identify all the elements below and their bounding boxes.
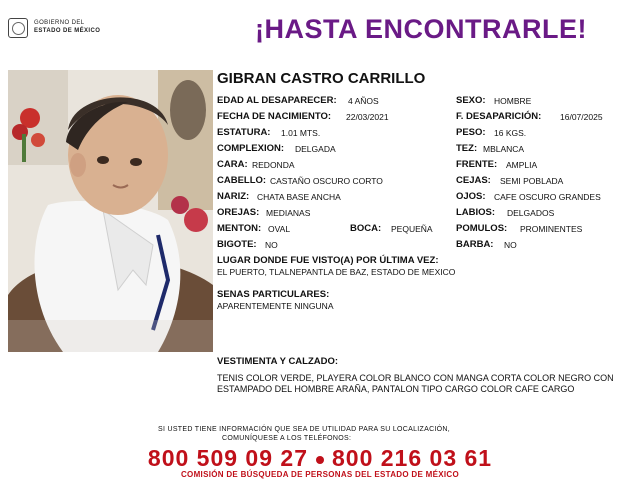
headline: ¡HASTA ENCONTRARLE! xyxy=(255,14,587,44)
distinguishing-marks-value: APARENTEMENTE NINGUNA xyxy=(217,301,334,311)
label-nariz: NARIZ: xyxy=(217,191,250,202)
label-fecha-desaparicion: F. DESAPARICIÓN: xyxy=(456,111,542,122)
value-orejas: MEDIANAS xyxy=(266,208,311,218)
missing-person-photo xyxy=(8,70,213,352)
coat-of-arms-icon xyxy=(8,18,28,38)
label-labios: LABIOS: xyxy=(456,207,496,218)
last-seen-value: EL PUERTO, TLALNEPANTLA DE BAZ, ESTADO DE MEXICO xyxy=(217,267,456,277)
label-cejas: CEJAS: xyxy=(456,175,491,186)
value-cabello: CASTAÑO OSCURO CORTO xyxy=(270,176,383,186)
label-estatura: ESTATURA: xyxy=(217,127,271,138)
value-cara: REDONDA xyxy=(252,160,295,170)
distinguishing-marks-label: SENAS PARTICULARES: xyxy=(217,289,330,300)
label-bigote: BIGOTE: xyxy=(217,239,257,250)
label-menton: MENTON: xyxy=(217,223,262,234)
label-ojos: OJOS: xyxy=(456,191,486,202)
value-complexion: DELGADA xyxy=(295,144,336,154)
clothing-label: VESTIMENTA Y CALZADO: xyxy=(217,356,339,367)
value-sexo: HOMBRE xyxy=(494,96,532,106)
label-complexion: COMPLEXION: xyxy=(217,143,285,154)
logo-line-2: ESTADO DE MÉXICO xyxy=(34,28,101,34)
value-boca: PEQUEÑA xyxy=(391,224,433,234)
label-orejas: OREJAS: xyxy=(217,207,260,218)
value-cejas: SEMI POBLADA xyxy=(500,176,564,186)
value-estatura: 1.01 MTS. xyxy=(281,128,321,138)
value-edad: 4 AÑOS xyxy=(348,96,379,106)
label-tez: TEZ: xyxy=(456,143,478,154)
label-sexo: SEXO: xyxy=(456,95,486,106)
label-barba: BARBA: xyxy=(456,239,494,250)
contact-info-line-1: SI USTED TIENE INFORMACIÓN QUE SEA DE UTILIDAD PARA SU LOCALIZACIÓN, xyxy=(158,426,451,433)
value-ojos: CAFE OSCURO GRANDES xyxy=(494,192,601,202)
value-menton: OVAL xyxy=(268,224,291,234)
logo-line-1: GOBIERNO DEL xyxy=(34,20,85,26)
label-cabello: CABELLO: xyxy=(217,175,267,186)
value-fecha-desaparicion: 16/07/2025 xyxy=(560,112,603,122)
label-cara: CARA: xyxy=(217,159,248,170)
contact-info-line-2: COMUNÍQUESE A LOS TELÉFONOS: xyxy=(222,435,352,442)
label-edad: EDAD AL DESAPARECER: xyxy=(217,95,337,106)
last-seen-label: LUGAR DONDE FUE VISTO(A) POR ÚLTIMA VEZ: xyxy=(217,255,439,266)
label-peso: PESO: xyxy=(456,127,486,138)
clothing-value: TENIS COLOR VERDE, PLAYERA COLOR BLANCO CON MANGA CORTA COLOR NEGRO CON ESTAMPADO DEL HOMBRE ARAÑA, PANTALON TIPO CARGO COLOR CAFE CARGO xyxy=(217,373,614,394)
person-name: GIBRAN CASTRO CARRILLO xyxy=(217,70,426,87)
value-peso: 16 KGS. xyxy=(494,128,527,138)
value-labios: DELGADOS xyxy=(507,208,555,218)
bullet-icon xyxy=(316,456,324,464)
phone-numbers xyxy=(0,445,640,472)
label-pomulos: POMULOS: xyxy=(456,223,508,234)
label-frente: FRENTE: xyxy=(456,159,498,170)
value-frente: AMPLIA xyxy=(506,160,538,170)
value-barba: NO xyxy=(504,240,517,250)
value-fecha-nacimiento: 22/03/2021 xyxy=(346,112,389,122)
child-portrait-photo xyxy=(8,70,213,352)
value-pomulos: PROMINENTES xyxy=(520,224,583,234)
government-logo xyxy=(8,14,118,50)
value-nariz: CHATA BASE ANCHA xyxy=(257,192,341,202)
label-fecha-nacimiento: FECHA DE NACIMIENTO: xyxy=(217,111,331,122)
phone-2[interactable]: 800 216 03 61 xyxy=(332,445,493,471)
organization-name: COMISIÓN DE BÚSQUEDA DE PERSONAS DEL ESTADO DE MÉXICO xyxy=(180,470,459,479)
value-tez: MBLANCA xyxy=(483,144,525,154)
label-boca: BOCA: xyxy=(350,223,382,234)
phone-1[interactable]: 800 509 09 27 xyxy=(147,445,308,471)
value-bigote: NO xyxy=(265,240,278,250)
